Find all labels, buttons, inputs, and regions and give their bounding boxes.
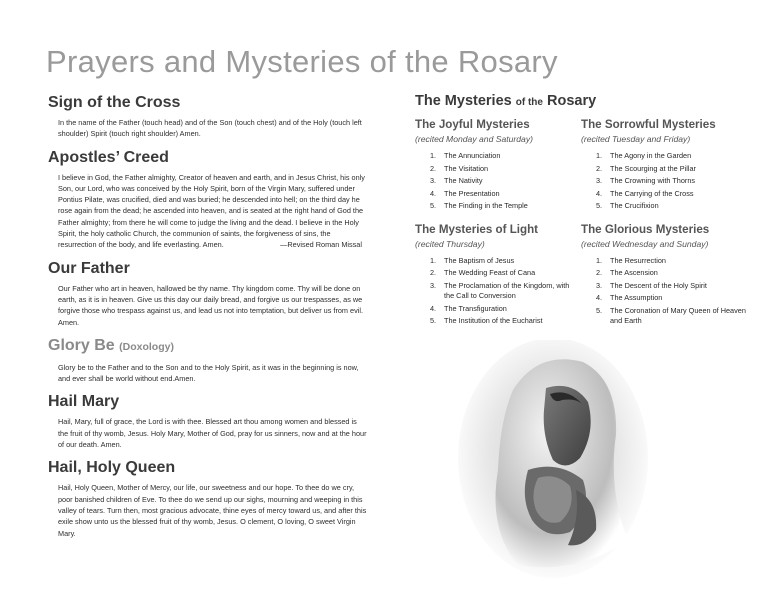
doxology-note: (Doxology) [119, 340, 174, 353]
light-list [415, 255, 581, 328]
item-number: 4. [430, 188, 437, 198]
item-text: The Resurrection [610, 255, 666, 265]
apostles-creed-text [58, 172, 368, 251]
item-number: 2. [430, 163, 437, 173]
sorrowful-days: (recited Tuesday and Friday) [581, 134, 691, 144]
list-item [581, 188, 747, 201]
our-father-section [48, 259, 368, 328]
mysteries-title [415, 93, 755, 109]
page-title: Prayers and Mysteries of the Rosary [46, 44, 558, 79]
item-text: The Crucifixion [610, 201, 659, 210]
item-text: The Finding in the Temple [444, 201, 528, 210]
item-text: The Carrying of the Cross [610, 188, 694, 198]
apostles-creed-heading: Apostles’ Creed [48, 148, 169, 166]
item-text: The Crowning with Thorns [610, 176, 696, 185]
glory-be-heading [48, 336, 368, 357]
list-item [581, 163, 747, 176]
mysteries-column [415, 93, 755, 338]
our-father-heading: Our Father [48, 259, 130, 277]
apostles-creed-section [48, 148, 368, 251]
item-number: 3. [430, 176, 437, 185]
list-item [581, 267, 747, 280]
list-item [581, 292, 747, 305]
list-item [415, 150, 581, 163]
glorious-heading: The Glorious Mysteries [581, 222, 710, 236]
item-number: 2. [596, 268, 603, 277]
sign-of-cross-heading: Sign of the Cross [48, 94, 181, 111]
sorrowful-list [581, 150, 747, 213]
glorious-list [581, 255, 747, 328]
list-item [415, 303, 581, 316]
hail-holy-queen-text: Hail, Holy Queen, Mother of Mercy, our life, our sweetness and our hope. To thee do we cry, poor banished children of Eve. To thee do we send up our sighs, mourning and weeping in this valley of tears. Turn then, most gracious advocate, thine eyes of mercy toward us, and after this exile show unto us the blessed fruit of thy womb, Jesus. O clement, O loving, O sweet Virgin Mary. [58, 483, 367, 538]
list-item [581, 200, 747, 213]
list-item [581, 280, 747, 293]
mysteries-title-c: Rosary [547, 93, 597, 109]
item-number: 2. [596, 163, 603, 173]
sign-of-cross-text: In the name of the Father (touch head) and of the Son (touch chest) and of the Holy (touch left shoulder) Spirit (touch right shoulder) Amen. [58, 118, 362, 139]
item-number: 4. [596, 188, 603, 198]
joyful-days: (recited Monday and Saturday) [415, 134, 533, 144]
apostles-creed-body: I believe in God, the Father almighty, Creator of heaven and earth, and in Jesus Christ, his only Son, our Lord, who was conceived by the Holy Spirit, born of the Virgin Mary, suffered under Pontius Pilate, was crucified, died and was buried; he descended into hell; on the third day he rose again from the dead; he ascended into heaven, and is seated at the right hand of God the Father almighty; from there he will come to judge the living and the dead. I believe in the Holy Spirit, the holy catholic Church, the communion of saints, the forgiveness of sins, the resurrection of the body, and life everlasting. Amen. [58, 172, 365, 250]
item-text: The Baptism of Jesus [444, 255, 515, 265]
glory-be-section [48, 336, 368, 385]
item-text: The Visitation [444, 163, 489, 173]
item-number: 3. [596, 280, 603, 290]
mysteries-title-b: of the [515, 97, 543, 108]
prayers-column [48, 93, 368, 547]
light-heading: The Mysteries of Light [415, 222, 539, 236]
item-text: The Proclamation of the Kingdom, with the Call to Conversion [444, 280, 570, 300]
list-item [581, 150, 747, 163]
mysteries-row-2 [415, 223, 755, 338]
list-item [415, 163, 581, 176]
joyful-heading: The Joyful Mysteries [415, 118, 530, 131]
hail-mary-text: Hail, Mary, full of grace, the Lord is with thee. Blessed art thou among women and blessed is the fruit of thy womb, Jesus. Holy Mary, Mother of God, pray for us sinners, now and at the hour of our death. Amen. [58, 417, 367, 450]
light-days: (recited Thursday) [415, 238, 485, 249]
sign-of-cross-section [48, 93, 368, 140]
list-item [415, 188, 581, 201]
mysteries-title-a: The Mysteries [415, 93, 512, 109]
hail-holy-queen-section [48, 458, 368, 538]
list-item [581, 175, 747, 188]
list-item [415, 175, 581, 188]
joyful-list [415, 150, 581, 213]
glory-be-title: Glory Be [48, 336, 115, 354]
item-number: 5. [596, 305, 603, 315]
item-text: The Scourging at the Pillar [610, 163, 696, 173]
item-text: The Descent of the Holy Spirit [610, 280, 707, 290]
list-item [415, 200, 581, 213]
item-text: The Assumption [610, 293, 663, 302]
item-number: 4. [430, 303, 437, 313]
item-number: 4. [596, 293, 603, 302]
glorious-mysteries [581, 223, 747, 328]
list-item [415, 255, 581, 268]
sorrowful-mysteries [581, 118, 747, 213]
list-item [581, 305, 747, 328]
glory-be-text: Glory be to the Father and to the Son and to the Holy Spirit, as it was in the beginning is now, and ever shall be world without end.Amen. [58, 362, 359, 384]
item-text: The Annunciation [444, 151, 501, 160]
item-number: 1. [596, 151, 603, 160]
item-number: 5. [430, 316, 437, 325]
item-number: 5. [430, 201, 437, 210]
madonna-and-child-image [458, 340, 648, 580]
hail-mary-heading: Hail Mary [48, 393, 120, 411]
our-father-text: Our Father who art in heaven, hallowed be thy name. Thy kingdom come. Thy will be done on earth, as it is in heaven. Give us this day our daily bread, and forgive us our trespasses, as we forgive those who trespass against us, and lead us not into temptation, but deliver us from evil. Amen. [58, 283, 364, 327]
glorious-days: (recited Wednesday and Sunday) [581, 238, 709, 249]
item-text: The Institution of the Eucharist [444, 316, 543, 325]
item-number: 1. [596, 255, 603, 265]
list-item [415, 280, 581, 303]
list-item [415, 315, 581, 328]
item-text: The Coronation of Mary Queen of Heaven and Earth [610, 305, 746, 325]
item-text: The Presentation [444, 188, 500, 198]
joyful-mysteries [415, 118, 581, 213]
hail-mary-section [48, 392, 368, 450]
item-text: The Ascension [610, 268, 658, 277]
item-text: The Transfiguration [444, 303, 507, 313]
list-item [581, 255, 747, 268]
item-number: 2. [430, 268, 437, 277]
item-text: The Agony in the Garden [610, 151, 692, 160]
sorrowful-heading: The Sorrowful Mysteries [581, 118, 716, 131]
mysteries-row-1 [415, 118, 755, 223]
item-number: 5. [596, 201, 603, 210]
light-mysteries [415, 223, 581, 328]
item-text: The Nativity [444, 176, 483, 185]
item-number: 3. [430, 280, 437, 290]
item-number: 3. [596, 176, 603, 185]
hail-holy-queen-heading: Hail, Holy Queen [48, 459, 176, 477]
item-number: 1. [430, 255, 437, 265]
item-number: 1. [430, 151, 437, 160]
creed-attribution: —Revised Roman Missal [280, 240, 362, 250]
item-text: The Wedding Feast of Cana [444, 268, 536, 277]
list-item [415, 267, 581, 280]
